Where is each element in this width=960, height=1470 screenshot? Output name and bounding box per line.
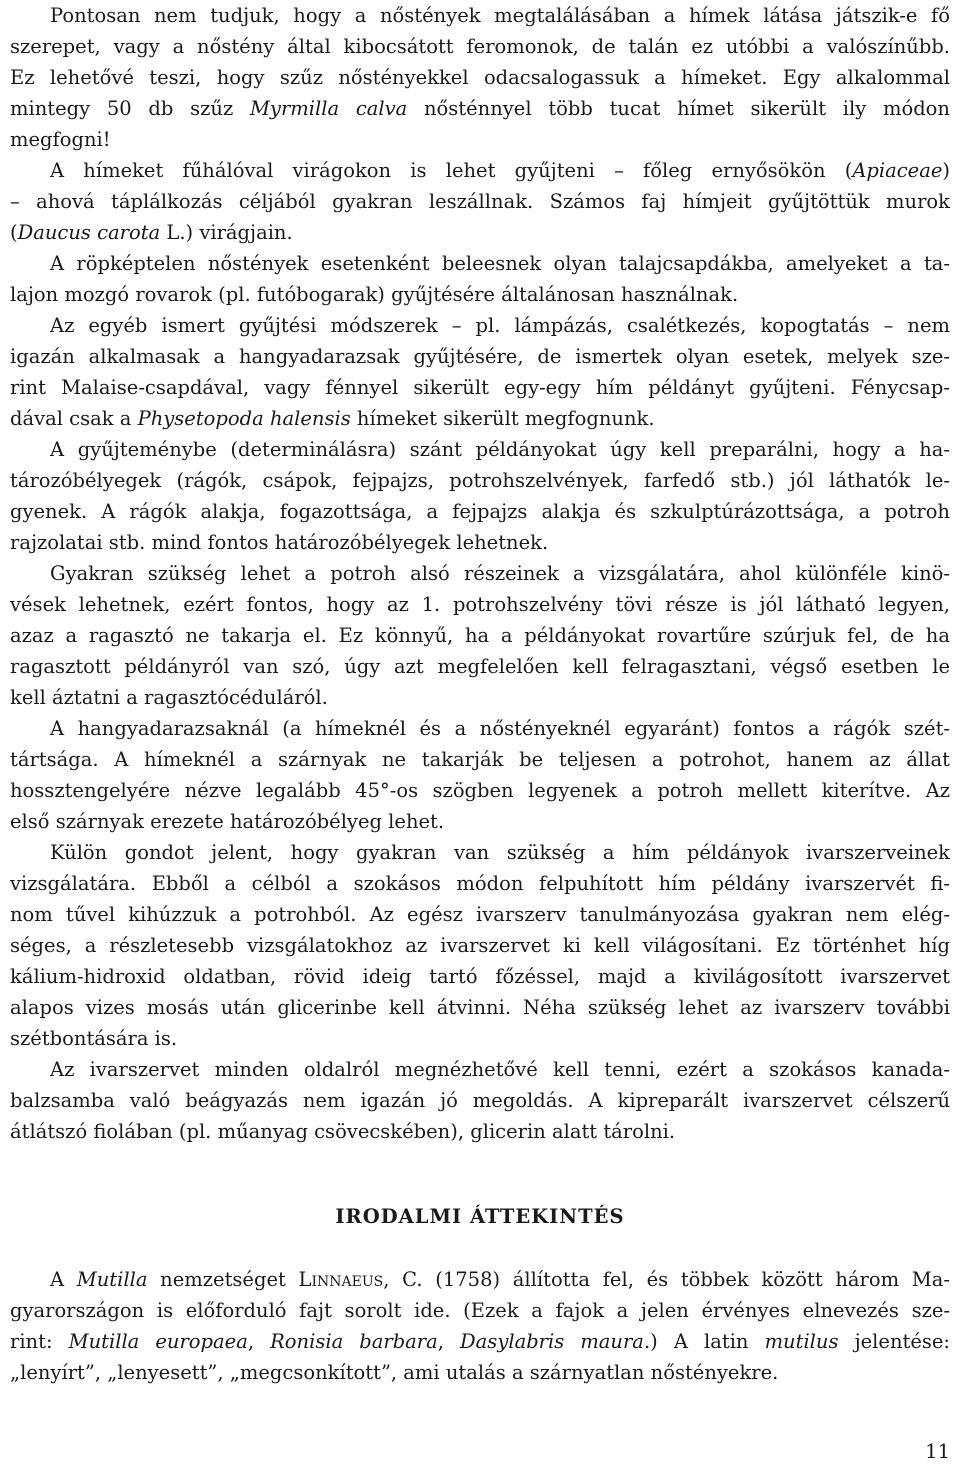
text-line [10, 0, 950, 31]
text-run: A hangyadarazsaknál (a hímeknél és a nőstényeknél egyaránt) fontos a rágók szét- [50, 717, 950, 740]
text-run: gyarországon is előforduló fajt sorolt ide. (Ezek a fajok a jelen érvényes elnevezés sze- [10, 1299, 950, 1322]
text-run: tártsága. A hímeknél a szárnyak ne takarják be teljesen a potrohot, hanem az állat [10, 748, 950, 771]
text-run: kell áztatni a ragasztócéduláról. [10, 686, 328, 709]
text-line [10, 1085, 950, 1116]
text-run: igazán alkalmasak a hangyadarazsak gyűjtésére, de ismertek olyan esetek, melyek sze- [10, 345, 950, 368]
literature-section [10, 1264, 950, 1388]
text-run: hímeket sikerült megfognunk. [350, 407, 655, 430]
text-run: ) [942, 159, 950, 182]
text-line [10, 651, 950, 682]
text-line [10, 279, 950, 310]
text-line [10, 1295, 950, 1326]
body-text-section [10, 0, 950, 1147]
text-line [10, 930, 950, 961]
text-run: hossztengelyére nézve legalább 45°-os szögben legyenek a potroh mellett kiterítve. Az [10, 779, 950, 802]
text-line [10, 589, 950, 620]
text-run: dával csak a [10, 407, 138, 430]
spacer [10, 1147, 950, 1205]
text-line [10, 93, 950, 124]
text-run: vések lehetnek, ezért fontos, hogy az 1. potrohszelvény tövi része is jól látható legyen, [10, 593, 950, 616]
italic-term: Daucus carota [17, 221, 161, 244]
page-number: 11 [925, 1440, 950, 1463]
text-run: nősténnyel több tucat hímet sikerült ily módon [407, 97, 950, 120]
text-line [10, 341, 950, 372]
text-run: ragasztott példányról van szó, úgy azt megfelelően kell felragasztani, végső esetben le [10, 655, 950, 678]
text-run: lajon mozgó rovarok (pl. futóbogarak) gyűjtésére általánosan használnak. [10, 283, 739, 306]
author-name: Linnaeus [298, 1268, 384, 1291]
text-line [10, 1357, 950, 1388]
text-line [10, 620, 950, 651]
text-run: ( [10, 221, 18, 244]
text-line [10, 434, 950, 465]
text-run: első szárnyak erezete határozóbélyeg lehet. [10, 810, 445, 833]
text-line [10, 837, 950, 868]
text-line [10, 1023, 950, 1054]
text-run: rint Malaise-csapdával, vagy fénnyel sikerült egy-egy hím példányt gyűjteni. Fénycsap- [10, 376, 950, 399]
text-line [10, 1326, 950, 1357]
text-run: rajzolatai stb. mind fontos határozóbélyegek lehetnek. [10, 531, 549, 554]
text-line [10, 806, 950, 837]
text-line [10, 1054, 950, 1085]
text-line [10, 899, 950, 930]
text-run: nemzetséget [147, 1268, 299, 1291]
text-run: séges, a részletesebb vizsgálatokhoz az ivarszervet ki kell világosítani. Ez történhet híg [10, 934, 950, 957]
text-line [10, 217, 950, 248]
text-run: Pontosan nem tudjuk, hogy a nőstények megtalálásában a hímek látása játszik-e fő [50, 4, 950, 27]
text-line [10, 868, 950, 899]
text-line [10, 372, 950, 403]
text-run: azaz a ragasztó ne takarja el. Ez könnyű, ha a példányokat rovartűre szúrjuk fel, de ha [10, 624, 950, 647]
text-run: rint: [10, 1330, 69, 1353]
italic-term: Mutilla [76, 1268, 148, 1291]
text-run: balzsamba való beágyazás nem igazán jó megoldás. A kipreparált ivarszervet célszerű [10, 1089, 950, 1112]
text-run: nom tűvel kihúzzuk a potrohból. Az egész ivarszerv tanulmányozása gyakran nem elég- [10, 903, 950, 926]
text-line [10, 775, 950, 806]
document-page [10, 0, 950, 1388]
paragraph [10, 713, 950, 837]
text-run: A röpképtelen nőstények esetenként beleesnek olyan talajcsapdákba, amelyeket a ta- [50, 252, 950, 275]
text-run: szétbontására is. [10, 1027, 178, 1050]
italic-term: Dasylabris maura [460, 1330, 644, 1353]
italic-term: mutilus [764, 1330, 839, 1353]
text-run: .) A latin [643, 1330, 765, 1353]
italic-term: Ronisia barbara [270, 1330, 438, 1353]
text-run: L.) virágjain. [160, 221, 293, 244]
text-line [10, 961, 950, 992]
text-line [10, 155, 950, 186]
text-line [10, 682, 950, 713]
text-line [10, 465, 950, 496]
text-line [10, 248, 950, 279]
spacer [10, 1228, 950, 1264]
paragraph [10, 558, 950, 713]
text-run: , [247, 1330, 271, 1353]
text-line [10, 1116, 950, 1147]
italic-term: Physetopoda halensis [137, 407, 351, 430]
text-run: Gyakran szükség lehet a potroh alsó részeinek a vizsgálatára, ahol különféle kinö- [50, 562, 950, 585]
text-run: alapos vizes mosás után glicerinbe kell átvinni. Néha szükség lehet az ivarszerv további [10, 996, 950, 1019]
text-run: A gyűjteménybe (determinálásra) szánt példányokat úgy kell preparálni, hogy a ha- [50, 438, 950, 461]
text-run: szerepet, vagy a nőstény által kibocsátott feromonok, de talán ez utóbbi a valószínűbb. [10, 35, 950, 58]
text-line [10, 310, 950, 341]
text-run: jelentése: [838, 1330, 950, 1353]
paragraph [10, 155, 950, 248]
paragraph [10, 310, 950, 434]
text-line [10, 124, 950, 155]
italic-term: Apiaceae [852, 159, 943, 182]
text-run: tározóbélyegek (rágók, csápok, fejpajzs, potrohszelvények, farfedő stb.) jól láthatók le- [10, 469, 950, 492]
text-line [10, 62, 950, 93]
text-line [10, 527, 950, 558]
text-line [10, 186, 950, 217]
text-run: kálium-hidroxid oldatban, rövid ideig tartó főzéssel, majd a kivilágosított ivarszervet [10, 965, 950, 988]
text-run: Külön gondot jelent, hogy gyakran van szükség a hím példányok ivarszerveinek [50, 841, 950, 864]
paragraph [10, 1264, 950, 1388]
text-run: mintegy 50 db szűz [10, 97, 250, 120]
text-line [10, 744, 950, 775]
text-run: , C. (1758) állította fel, és többek között három Ma- [383, 1268, 950, 1291]
text-line [10, 496, 950, 527]
paragraph [10, 248, 950, 310]
paragraph [10, 434, 950, 558]
text-line [10, 992, 950, 1023]
text-run: vizsgálatára. Ebből a célból a szokásos módon felpuhított hím példány ivarszervét fi- [10, 872, 950, 895]
paragraph [10, 1054, 950, 1147]
text-line [10, 558, 950, 589]
text-run: Ez lehetővé teszi, hogy szűz nőstényekkel odacsalogassuk a hímeket. Egy alkalommal [10, 66, 950, 89]
text-run: megfogni! [10, 128, 111, 151]
italic-term: Myrmilla calva [249, 97, 408, 120]
text-run: , [437, 1330, 461, 1353]
text-run: Az ivarszervet minden oldalról megnézhetővé kell tenni, ezért a szokásos kanada- [50, 1058, 950, 1081]
section-heading: IRODALMI ÁTTEKINTÉS [335, 1205, 625, 1228]
text-run: átlátszó fiolában (pl. műanyag csövecskében), glicerin alatt tárolni. [10, 1120, 676, 1143]
paragraph [10, 0, 950, 155]
text-run: A hímeket fűhálóval virágokon is lehet gyűjteni – főleg ernyősökön ( [50, 159, 853, 182]
text-run: – ahová táplálkozás céljából gyakran leszállnak. Számos faj hímjeit gyűjtöttük murok [10, 190, 950, 213]
text-line [10, 713, 950, 744]
italic-term: Mutilla europaea [68, 1330, 248, 1353]
text-line [10, 403, 950, 434]
paragraph [10, 837, 950, 1054]
text-run: „lenyírt”, „lenyesett”, „megcsonkított”, ami utalás a szárnyatlan nőstényekre. [10, 1361, 779, 1384]
text-line [10, 1264, 950, 1295]
text-line [10, 31, 950, 62]
text-run: Az egyéb ismert gyűjtési módszerek – pl. lámpázás, csalétkezés, kopogtatás – nem [50, 314, 950, 337]
text-run: gyenek. A rágók alakja, fogazottsága, a fejpajzs alakja és szkulptúrázottsága, a potroh [10, 500, 950, 523]
text-run: A [50, 1268, 77, 1291]
